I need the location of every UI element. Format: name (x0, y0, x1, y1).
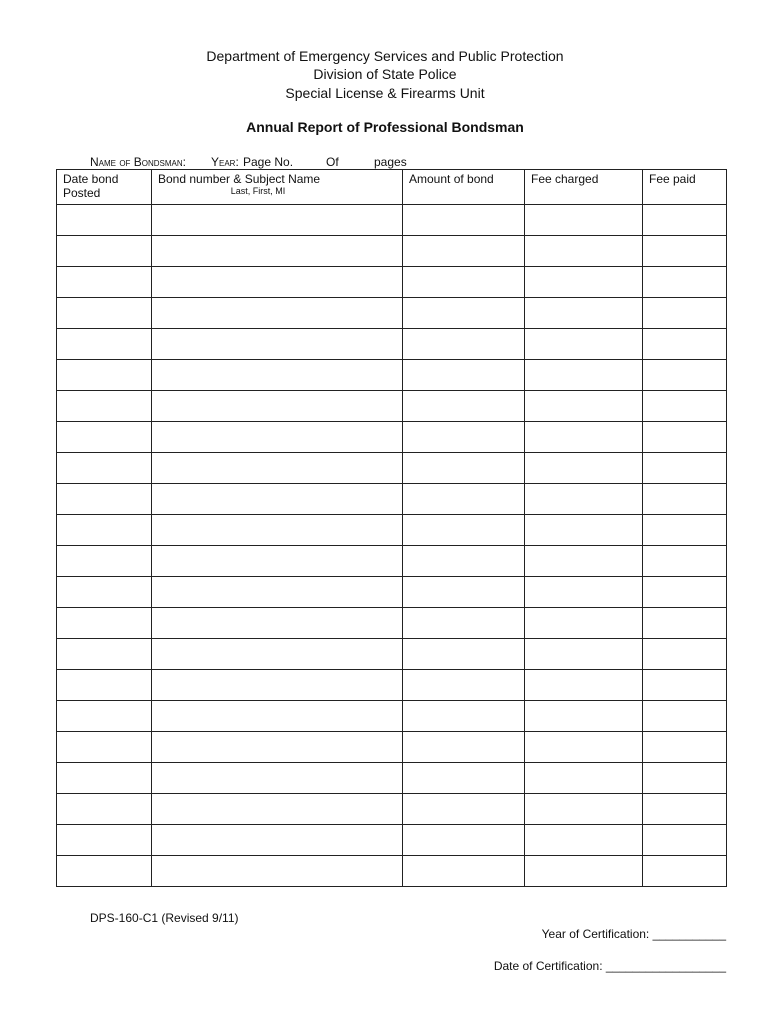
table-row (57, 639, 727, 670)
date-of-certification-field[interactable]: Date of Certification: __________________ (493, 959, 726, 973)
column-header-amount: Amount of bond (403, 170, 525, 205)
date-posted-cell[interactable] (57, 360, 152, 391)
year-label: Year: (211, 155, 239, 169)
amount-cell[interactable] (403, 639, 525, 670)
bond-subject-cell[interactable] (152, 670, 403, 701)
bond-subject-label: Bond number & Subject Name (158, 172, 321, 186)
fee-paid-cell[interactable] (643, 453, 727, 484)
fee-charged-cell[interactable] (525, 422, 643, 453)
table-row (57, 732, 727, 763)
page-number-label: Page No. (243, 155, 294, 169)
fee-charged-cell[interactable] (525, 763, 643, 794)
date-posted-cell[interactable] (57, 236, 152, 267)
fee-paid-cell[interactable] (643, 732, 727, 763)
date-posted-cell[interactable] (57, 298, 152, 329)
amount-cell[interactable] (403, 763, 525, 794)
amount-cell[interactable] (403, 267, 525, 298)
table-row (57, 360, 727, 391)
column-header-fee-charged: Fee charged (525, 170, 643, 205)
date-posted-cell[interactable] (57, 825, 152, 856)
table-row (57, 670, 727, 701)
date-posted-cell[interactable] (57, 267, 152, 298)
fee-charged-cell[interactable] (525, 515, 643, 546)
fee-charged-cell[interactable] (525, 391, 643, 422)
date-posted-cell[interactable] (57, 422, 152, 453)
fee-paid-cell[interactable] (643, 422, 727, 453)
bond-subject-cell[interactable] (152, 763, 403, 794)
fee-paid-cell[interactable] (643, 608, 727, 639)
fee-charged-cell[interactable] (525, 360, 643, 391)
fee-charged-cell[interactable] (525, 732, 643, 763)
table-row (57, 391, 727, 422)
bond-subject-cell[interactable] (152, 825, 403, 856)
of-label: Of (326, 155, 339, 169)
column-header-date-posted (57, 170, 152, 205)
date-posted-cell[interactable] (57, 484, 152, 515)
table-row (57, 422, 727, 453)
table-row (57, 453, 727, 484)
bond-subject-cell[interactable] (152, 484, 403, 515)
bond-subject-cell[interactable] (152, 794, 403, 825)
fee-paid-cell[interactable] (643, 267, 727, 298)
fee-charged-cell[interactable] (525, 670, 643, 701)
table-row (57, 298, 727, 329)
date-posted-cell[interactable] (57, 732, 152, 763)
amount-cell[interactable] (403, 701, 525, 732)
fee-paid-cell[interactable] (643, 701, 727, 732)
table-row (57, 577, 727, 608)
fee-paid-cell[interactable] (643, 856, 727, 887)
table-row (57, 267, 727, 298)
fee-paid-cell[interactable] (643, 484, 727, 515)
bond-subject-cell[interactable] (152, 205, 403, 236)
fee-paid-cell[interactable] (643, 360, 727, 391)
pages-label: pages (374, 155, 407, 169)
bond-subject-cell[interactable] (152, 701, 403, 732)
bond-subject-cell[interactable] (152, 236, 403, 267)
fee-charged-cell[interactable] (525, 794, 643, 825)
amount-cell[interactable] (403, 329, 525, 360)
fee-paid-cell[interactable] (643, 546, 727, 577)
fee-paid-cell[interactable] (643, 298, 727, 329)
date-posted-cell[interactable] (57, 794, 152, 825)
bond-subject-cell[interactable] (152, 267, 403, 298)
date-posted-cell[interactable] (57, 515, 152, 546)
bond-subject-cell[interactable] (152, 515, 403, 546)
name-format-hint: Last, First, MI (230, 186, 286, 196)
amount-cell[interactable] (403, 453, 525, 484)
fee-charged-cell[interactable] (525, 825, 643, 856)
amount-cell[interactable] (403, 205, 525, 236)
amount-cell[interactable] (403, 732, 525, 763)
fee-charged-cell[interactable] (525, 639, 643, 670)
bond-subject-cell[interactable] (152, 391, 403, 422)
date-posted-cell[interactable] (57, 577, 152, 608)
bond-subject-cell[interactable] (152, 639, 403, 670)
amount-cell[interactable] (403, 546, 525, 577)
amount-cell[interactable] (403, 577, 525, 608)
date-posted-cell[interactable] (57, 856, 152, 887)
table-row (57, 825, 727, 856)
fee-charged-cell[interactable] (525, 546, 643, 577)
fee-paid-cell[interactable] (643, 639, 727, 670)
fee-charged-cell[interactable] (525, 484, 643, 515)
fee-paid-cell[interactable] (643, 391, 727, 422)
agency-name: Department of Emergency Services and Public Protection (206, 48, 564, 64)
column-header-bond-subject (152, 170, 403, 205)
bondsman-name-label: Name of Bondsman: (90, 155, 187, 169)
table-row (57, 484, 727, 515)
amount-cell[interactable] (403, 484, 525, 515)
amount-cell[interactable] (403, 298, 525, 329)
date-posted-cell[interactable] (57, 205, 152, 236)
fee-charged-cell[interactable] (525, 701, 643, 732)
table-row (57, 763, 727, 794)
table-header-row (57, 170, 727, 205)
amount-cell[interactable] (403, 422, 525, 453)
table-row (57, 608, 727, 639)
bond-subject-cell[interactable] (152, 577, 403, 608)
amount-cell[interactable] (403, 856, 525, 887)
unit-name: Special License & Firearms Unit (285, 85, 485, 101)
fee-charged-cell[interactable] (525, 608, 643, 639)
fee-paid-cell[interactable] (643, 329, 727, 360)
fee-paid-cell[interactable] (643, 670, 727, 701)
bond-subject-cell[interactable] (152, 546, 403, 577)
fee-charged-cell[interactable] (525, 453, 643, 484)
date-posted-cell[interactable] (57, 670, 152, 701)
form-id: DPS-160-C1 (Revised 9/11) (90, 911, 239, 925)
fee-paid-cell[interactable] (643, 205, 727, 236)
date-posted-cell[interactable] (57, 701, 152, 732)
amount-cell[interactable] (403, 608, 525, 639)
date-posted-cell[interactable] (57, 763, 152, 794)
fee-charged-cell[interactable] (525, 856, 643, 887)
fee-charged-cell[interactable] (525, 329, 643, 360)
date-posted-cell[interactable] (57, 391, 152, 422)
year-of-certification-field[interactable]: Year of Certification: ___________ (541, 927, 726, 941)
amount-cell[interactable] (403, 236, 525, 267)
amount-cell[interactable] (403, 515, 525, 546)
fee-paid-cell[interactable] (643, 825, 727, 856)
fee-paid-cell[interactable] (643, 794, 727, 825)
report-title: Annual Report of Professional Bondsman (246, 119, 524, 135)
table-body (57, 205, 727, 887)
table-row (57, 515, 727, 546)
date-posted-cell[interactable] (57, 546, 152, 577)
date-posted-cell[interactable] (57, 608, 152, 639)
table-row (57, 794, 727, 825)
bond-subject-cell[interactable] (152, 422, 403, 453)
fee-paid-cell[interactable] (643, 515, 727, 546)
fee-charged-cell[interactable] (525, 577, 643, 608)
bond-subject-cell[interactable] (152, 732, 403, 763)
fee-charged-cell[interactable] (525, 236, 643, 267)
bond-subject-cell[interactable] (152, 360, 403, 391)
bond-subject-cell[interactable] (152, 329, 403, 360)
fee-paid-cell[interactable] (643, 236, 727, 267)
bond-subject-cell[interactable] (152, 608, 403, 639)
table-row (57, 329, 727, 360)
column-header-fee-paid: Fee paid (643, 170, 727, 205)
fee-charged-cell[interactable] (525, 205, 643, 236)
fee-paid-cell[interactable] (643, 763, 727, 794)
bond-subject-cell[interactable] (152, 453, 403, 484)
amount-cell[interactable] (403, 670, 525, 701)
date-bond-label: Date bond (63, 172, 119, 186)
fee-charged-cell[interactable] (525, 298, 643, 329)
bond-subject-cell[interactable] (152, 856, 403, 887)
division-name: Division of State Police (313, 66, 457, 82)
table-row (57, 856, 727, 887)
amount-cell[interactable] (403, 391, 525, 422)
date-posted-cell[interactable] (57, 639, 152, 670)
posted-label: Posted (63, 186, 101, 200)
fee-paid-cell[interactable] (643, 577, 727, 608)
table-row (57, 546, 727, 577)
bond-report-table (56, 169, 727, 887)
bond-subject-cell[interactable] (152, 298, 403, 329)
table-row (57, 236, 727, 267)
table-row (57, 701, 727, 732)
date-posted-cell[interactable] (57, 329, 152, 360)
date-posted-cell[interactable] (57, 453, 152, 484)
fee-charged-cell[interactable] (525, 267, 643, 298)
amount-cell[interactable] (403, 794, 525, 825)
table-row (57, 205, 727, 236)
amount-cell[interactable] (403, 360, 525, 391)
amount-cell[interactable] (403, 825, 525, 856)
